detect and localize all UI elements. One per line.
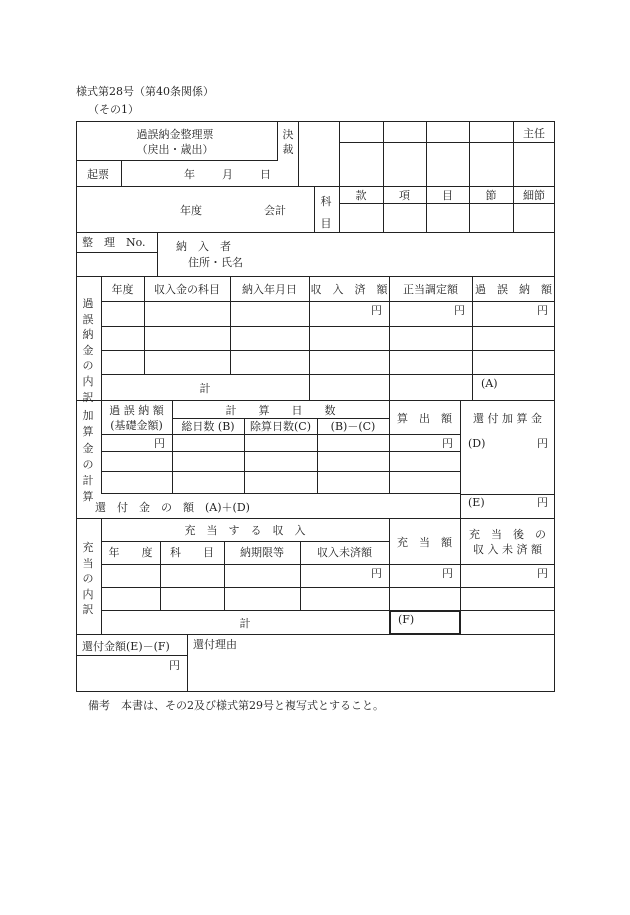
yen-mark: 円 — [537, 496, 548, 509]
yen-mark: 円 — [454, 304, 465, 317]
interest-net-days: (B)－(C) — [330, 420, 376, 433]
appropriation-amount-label: 充 当 額 — [397, 536, 452, 549]
interest-base-label: 過 誤 納 額 — [109, 404, 164, 417]
marker-d: (D) — [468, 437, 486, 450]
yen-mark: 円 — [371, 567, 382, 580]
interest-side-label: 加算金の計算 — [82, 409, 94, 504]
overpay-total-label: 計 — [199, 382, 211, 395]
yen-mark: 円 — [537, 304, 548, 317]
kamoku-kan: 款 — [355, 189, 367, 202]
form-number: 様式第28号（第40条関係） — [76, 85, 214, 98]
marker-a: (A) — [481, 377, 498, 390]
yen-mark: 円 — [537, 567, 548, 580]
form-title-sub: （戻出・歳出） — [136, 143, 214, 156]
kiden-label: 起票 — [87, 168, 109, 181]
overpay-side-label: 過誤納金の内訳 — [82, 297, 94, 404]
yen-mark: 円 — [154, 437, 165, 450]
calc-amount-label: 算 出 額 — [397, 412, 452, 425]
appro-col-unpaid: 収入未済額 — [317, 546, 372, 559]
interest-days-label: 計 算 日 数 — [225, 404, 336, 417]
form-title: 過誤納金整理票 — [136, 128, 214, 141]
yen-mark: 円 — [442, 567, 453, 580]
yen-mark: 円 — [371, 304, 382, 317]
appro-col-subject: 科 目 — [170, 546, 214, 559]
kamoku-setsu: 節 — [485, 189, 497, 202]
refund-reason-label: 還付理由 — [193, 638, 237, 651]
kamoku-kou: 項 — [399, 189, 410, 202]
kiden-month: 月 — [222, 168, 233, 181]
payer-address-label: 住所・氏名 — [188, 256, 243, 269]
kamoku-saisetsu: 細節 — [523, 189, 545, 202]
appropriation-side-label: 充当の内訳 — [82, 541, 94, 617]
chief-label: 主任 — [523, 127, 545, 140]
interest-total-days: 総日数 (B) — [181, 420, 235, 433]
overpay-col-date: 納入年月日 — [242, 283, 297, 296]
kiden-year: 年 — [184, 168, 195, 181]
kamoku-moku: 目 — [442, 189, 453, 202]
refund-total-label: 還 付 金 の 額 (A)＋(D) — [95, 501, 250, 514]
refund-amount-label: 還付金額(E)－(F) — [82, 640, 170, 653]
account-label: 会計 — [264, 204, 286, 217]
payer-label: 納 入 者 — [176, 240, 231, 253]
refund-addition-label: 還 付 加 算 金 — [473, 412, 542, 425]
marker-f: (F) — [398, 613, 415, 626]
remarks-note: 備考 本書は、その2及び様式第29号と複写式とすること。 — [88, 699, 384, 712]
yen-mark: 円 — [169, 659, 180, 672]
overpay-col-received: 収 入 済 額 — [310, 283, 388, 296]
overpay-col-overpaid: 過 誤 納 額 — [475, 283, 552, 296]
appro-col-year: 年 度 — [108, 546, 153, 559]
yen-mark: 円 — [442, 437, 453, 450]
after-appro-label-2: 収 入 未 済 額 — [473, 543, 542, 556]
after-appro-label: 充 当 後 の — [469, 528, 546, 541]
fiscal-year-label: 年度 — [180, 204, 202, 217]
form-subnumber: （その1） — [88, 103, 139, 116]
appro-col-deadline: 納期限等 — [240, 546, 284, 559]
yen-mark: 円 — [537, 437, 548, 450]
approval-label: 決裁 — [282, 128, 294, 156]
overpay-col-proper: 正当調定額 — [403, 283, 458, 296]
kiden-day: 日 — [260, 168, 271, 181]
seiri-no-label: 整 理 No. — [82, 236, 146, 249]
interest-excluded-days: 除算日数(C) — [250, 420, 311, 433]
overpay-col-year: 年度 — [111, 283, 134, 296]
marker-e: (E) — [468, 496, 485, 509]
appropriation-income-label: 充 当 す る 収 入 — [184, 524, 306, 537]
interest-base-sub: (基礎金額) — [110, 419, 163, 432]
overpay-col-subject: 収入金の科目 — [154, 283, 220, 296]
kamoku-label: 科目 — [320, 195, 332, 230]
appro-total-label: 計 — [239, 617, 251, 630]
